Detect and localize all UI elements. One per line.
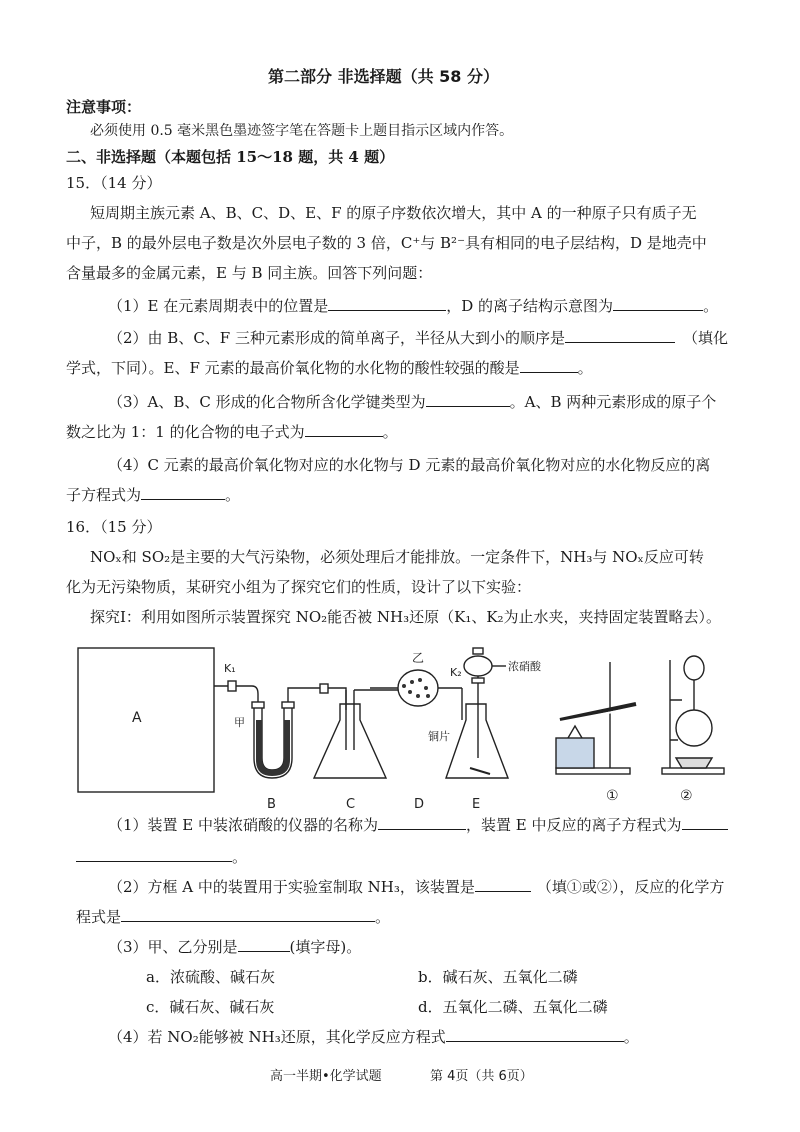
label-copper: 铜片	[428, 730, 450, 743]
box-a	[78, 648, 214, 792]
option-a[interactable]: a．浓硫酸、碱石灰	[146, 968, 275, 986]
q15-p3-text-c: 数之比为 1：1 的化合物的电子式为	[66, 423, 305, 441]
tube-clip	[320, 684, 328, 693]
label-c: C	[346, 797, 356, 812]
label-k2: K₂	[450, 666, 462, 679]
q16-p2-text-c: 程式是	[76, 908, 122, 926]
copper-piece	[470, 768, 490, 774]
answer-blank[interactable]	[475, 877, 531, 892]
q16-explore-1: 探究Ⅰ：利用如图所示装置探究 NO₂能否被 NH₃还原（K₁、K₂为止水夹，夹持固定装置略去）。	[90, 608, 722, 626]
q16-part-2	[108, 876, 724, 898]
label-d: D	[414, 797, 425, 812]
answer-blank[interactable]	[328, 296, 446, 311]
q15-p1-text-c: 。	[703, 297, 719, 315]
q16-p4-text-b: 。	[623, 1028, 639, 1046]
q15-part-1	[108, 295, 718, 317]
u-tube-b-inner	[262, 706, 284, 770]
test-tube-inner	[560, 708, 634, 722]
funnel-2	[684, 656, 704, 680]
label-option-2: ②	[680, 788, 693, 804]
stopper-left	[252, 702, 264, 708]
q15-part-2-cont	[66, 357, 593, 379]
q16-part-3	[108, 936, 361, 958]
label-jia: 甲	[234, 716, 245, 729]
label-b: B	[267, 797, 276, 812]
q15-intro-line-2: 中子，B 的最外层电子数是次外层电子数的 3 倍，C⁺与 B²⁻具有相同的电子层结构，D 是地壳中	[66, 234, 707, 252]
answer-blank[interactable]	[682, 815, 728, 830]
q16-p1-text-b: ，装置 E 中反应的离子方程式为	[466, 816, 682, 834]
q16-part-1	[108, 814, 728, 836]
answer-blank[interactable]	[238, 937, 290, 952]
q15-p2-text-c: 学式，下同）。E、F 元素的最高价氧化物的水化物的酸性较强的酸是	[66, 359, 520, 377]
flask-e	[446, 704, 508, 778]
label-e: E	[472, 797, 481, 812]
q16-p1-text-a: （1）装置 E 中装浓硝酸的仪器的名称为	[108, 816, 379, 834]
stand-1-base	[556, 768, 630, 774]
q16-p2-text-a: （2）方框 A 中的装置用于实验室制取 NH₃，该装置是	[108, 878, 475, 896]
q15-p3-text-a: （3）A、B、C 形成的化合物所含化学键类型为	[108, 393, 426, 411]
notice-text: 必须使用 0.5 毫米黑色墨迹签字笔在答题卡上题目指示区域内作答。	[90, 123, 514, 139]
answer-blank[interactable]	[565, 328, 675, 343]
funnel-stopcock	[472, 678, 484, 683]
answer-blank[interactable]	[121, 907, 375, 922]
label-box-a: A	[132, 710, 142, 726]
q16-part-2-cont	[76, 906, 390, 928]
stopper-right	[282, 702, 294, 708]
q16-p4-text-a: （4）若 NO₂能够被 NH₃还原，其化学反应方程式	[108, 1028, 446, 1046]
label-k1: K₁	[224, 662, 236, 675]
q15-part-3-cont	[66, 421, 398, 443]
option-d[interactable]: d．五氧化二磷、五氧化二磷	[418, 998, 608, 1016]
flask-2	[676, 710, 712, 746]
q15-p4-text-b: 子方程式为	[66, 486, 142, 504]
answer-blank[interactable]	[446, 1027, 624, 1042]
tube-b-c	[288, 688, 346, 710]
label-yi: 乙	[412, 651, 425, 665]
q15-part-3	[108, 391, 716, 413]
answer-blank[interactable]	[76, 847, 232, 862]
q16-p2-text-b: （填①或②），反应的化学方	[536, 878, 725, 896]
q15-p4-text-c: 。	[225, 486, 241, 504]
k1-clamp	[228, 681, 236, 691]
answer-blank[interactable]	[305, 422, 383, 437]
flask-c-tubes	[346, 690, 354, 750]
footer-subject: 高一半期•化学试题	[270, 1069, 382, 1084]
section-title: 二、非选择题（本题包括 15～18 题，共 4 题）	[66, 148, 395, 166]
q15-intro-line-3: 含量最多的金属元素，E 与 B 同主族。回答下列问题：	[66, 264, 433, 282]
answer-blank[interactable]	[141, 485, 225, 500]
q16-p1-text-c: 。	[232, 848, 248, 866]
answer-blank[interactable]	[426, 392, 510, 407]
q16-number: 16．（15 分）	[66, 518, 162, 536]
q15-intro-line-1: 短周期主族元素 A、B、C、D、E、F 的原子序数依次增大，其中 A 的一种原子只有质子无	[90, 204, 697, 222]
option-b[interactable]: b．碱石灰、五氧化二磷	[418, 968, 578, 986]
separatory-funnel	[464, 656, 492, 676]
lamp-body	[556, 738, 594, 768]
part-title: 第二部分 非选择题（共 58 分）	[268, 67, 499, 86]
q15-number: 15．（14 分）	[66, 174, 162, 192]
q15-p1-text-b: ，D 的离子结构示意图为	[446, 297, 614, 315]
q16-intro-line-2: 化为无污染物质，某研究小组为了探究它们的性质，设计了以下实验：	[66, 578, 532, 596]
q16-p3-text-b: (填字母)。	[289, 938, 362, 956]
lamp-flame	[568, 726, 582, 738]
answer-blank[interactable]	[613, 296, 703, 311]
stand-2-base	[662, 768, 724, 774]
q16-p2-text-d: 。	[375, 908, 391, 926]
q15-p2-text-b: （填化	[683, 329, 729, 347]
answer-blank[interactable]	[520, 358, 578, 373]
apparatus-diagram	[70, 640, 750, 812]
notice-title: 注意事项：	[66, 98, 142, 116]
q15-p3-text-d: 。	[382, 423, 398, 441]
answer-blank[interactable]	[378, 815, 466, 830]
option-c[interactable]: c．碱石灰、碱石灰	[146, 998, 275, 1016]
q16-part-1-cont	[76, 846, 247, 868]
q15-p2-text-a: （2）由 B、C、F 三种元素形成的简单离子，半径从大到小的顺序是	[108, 329, 565, 347]
heater-2	[676, 758, 712, 768]
flask-c	[314, 704, 386, 778]
q15-part-4: （4）C 元素的最高价氧化物对应的水化物与 D 元素的最高价氧化物对应的水化物反应的离	[108, 456, 711, 474]
label-option-1: ①	[606, 788, 619, 804]
q15-part-4-cont	[66, 484, 240, 506]
q16-intro-line-1: NOₓ和 SO₂是主要的大气污染物，必须处理后才能排放。一定条件下，NH₃与 NOₓ反应可转	[90, 548, 704, 566]
q15-p3-text-b: 。A、B 两种元素形成的原子个	[509, 393, 717, 411]
q16-part-4	[108, 1026, 639, 1048]
q15-p2-text-d: 。	[577, 359, 593, 377]
q16-p3-text-a: （3）甲、乙分别是	[108, 938, 238, 956]
footer-page-number: 第 4页（共 6页）	[430, 1069, 533, 1084]
funnel-stopper	[473, 648, 483, 654]
q15-part-2	[108, 327, 728, 349]
desiccant-fill	[256, 720, 290, 776]
label-acid: 浓硝酸	[508, 660, 541, 673]
test-tube	[560, 704, 636, 720]
q15-p1-text-a: （1）E 在元素周期表中的位置是	[108, 297, 329, 315]
